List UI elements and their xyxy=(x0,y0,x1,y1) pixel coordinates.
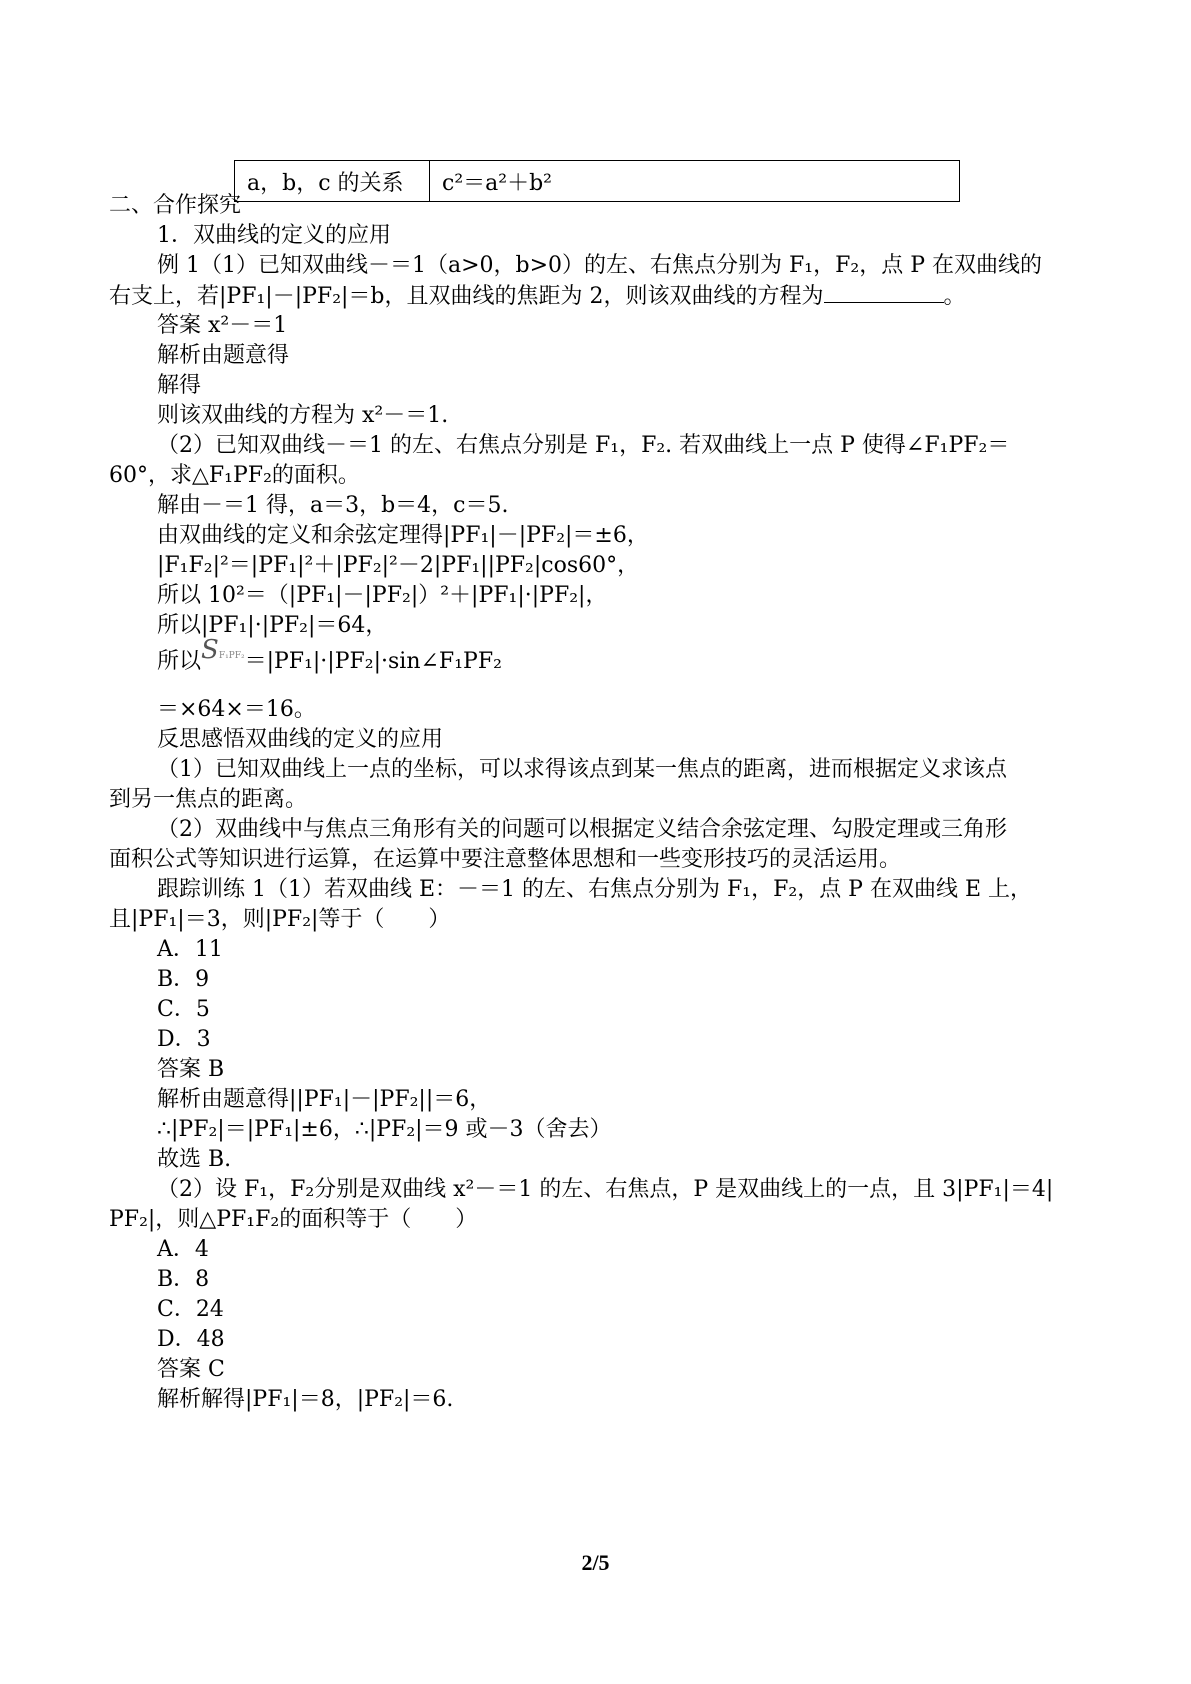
text-line: 则该双曲线的方程为 x²－＝1. xyxy=(157,403,449,428)
text-line: 所以|PF₁|·|PF₂|＝64， xyxy=(157,613,388,638)
table-value-cell: c²＝a²＋b² xyxy=(430,161,960,202)
text-line: （1）已知双曲线上一点的坐标，可以求得该点到某一焦点的距离，进而根据定义求该点 xyxy=(157,757,1007,782)
subsection-heading: 1．双曲线的定义的应用 xyxy=(157,223,391,248)
answer-line: 答案 B xyxy=(157,1057,225,1082)
option-c: C．24 xyxy=(157,1297,224,1322)
text-line: 且|PF₁|＝3，则|PF₂|等于（ ） xyxy=(109,907,451,932)
text-line: 由双曲线的定义和余弦定理得|PF₁|－|PF₂|＝±6， xyxy=(157,523,649,548)
blank-tail: 。 xyxy=(943,284,966,309)
reflection-heading: 反思感悟双曲线的定义的应用 xyxy=(157,727,444,752)
option-a: A．4 xyxy=(157,1237,209,1262)
option-d: D．3 xyxy=(157,1027,211,1052)
so-label: 所以 xyxy=(157,649,202,674)
text-line xyxy=(157,635,1137,680)
answer-line: 答案 C xyxy=(157,1357,225,1382)
option-a: A．11 xyxy=(157,937,223,962)
section-heading: 二、合作探究 xyxy=(109,193,242,218)
text-line-content: ＝|PF₁|·|PF₂|·sin∠F₁PF₂ xyxy=(244,649,502,674)
text-line: ∴|PF₂|＝|PF₁|±6，∴|PF₂|＝9 或－3（舍去） xyxy=(157,1117,612,1142)
option-b: B．9 xyxy=(157,967,210,992)
area-formula-icon xyxy=(201,636,245,670)
text-line: 解得 xyxy=(157,373,202,398)
area-symbol: S xyxy=(201,635,219,665)
text-line: （2）设 F₁，F₂分别是双曲线 x²－＝1 的左、右焦点，P 是双曲线上的一点，且 3|PF₁|＝4| xyxy=(157,1177,1054,1202)
text-line: 60°，求△F₁PF₂的面积。 xyxy=(109,463,360,488)
option-c: C．5 xyxy=(157,997,210,1022)
text-line: 故选 B. xyxy=(157,1147,232,1172)
text-line: （2）已知双曲线－＝1 的左、右焦点分别是 F₁，F₂. 若双曲线上一点 P 使得∠F₁PF₂＝ xyxy=(157,433,1010,458)
text-line: 解析由题意得||PF₁|－|PF₂||＝6， xyxy=(157,1087,492,1112)
text-line xyxy=(109,282,1089,311)
answer-line: 答案 x²－＝1 xyxy=(157,313,288,338)
text-line: 例 1（1）已知双曲线－＝1（a>0，b>0）的左、右焦点分别为 F₁，F₂，点 P 在双曲线的 xyxy=(157,253,1042,278)
text-line: 解析解得|PF₁|＝8，|PF₂|＝6. xyxy=(157,1387,454,1412)
text-line-content: 右支上，若|PF₁|－|PF₂|＝b，且双曲线的焦距为 2，则该双曲线的方程为 xyxy=(109,284,824,309)
answer-blank xyxy=(824,282,944,303)
text-line: 跟踪训练 1（1）若双曲线 E：－＝1 的左、右焦点分别为 F₁，F₂，点 P 在双曲线 E 上， xyxy=(157,877,1033,902)
text-line: PF₂|，则△PF₁F₂的面积等于（ ） xyxy=(109,1207,478,1232)
area-subscript: F₁PF₂ xyxy=(218,651,245,661)
text-line: 所以 10²＝（|PF₁|－|PF₂|）²＋|PF₁|·|PF₂|， xyxy=(157,583,608,608)
option-d: D．48 xyxy=(157,1327,225,1352)
text-line: 面积公式等知识进行运算，在运算中要注意整体思想和一些变形技巧的灵活运用。 xyxy=(109,847,902,872)
text-line: 解由－＝1 得，a＝3，b＝4，c＝5. xyxy=(157,493,509,518)
text-line: （2）双曲线中与焦点三角形有关的问题可以根据定义结合余弦定理、勾股定理或三角形 xyxy=(157,817,1007,842)
text-line: 解析由题意得 xyxy=(157,343,290,368)
table-label-cell: a，b，c 的关系 xyxy=(235,161,430,202)
page-number: 2/5 xyxy=(581,1550,610,1575)
text-line: ＝×64×＝16。 xyxy=(157,697,316,722)
option-b: B．8 xyxy=(157,1267,210,1292)
text-line: 到另一焦点的距离。 xyxy=(109,787,308,812)
text-line: |F₁F₂|²＝|PF₁|²＋|PF₂|²－2|PF₁||PF₂|cos60°， xyxy=(157,553,640,578)
